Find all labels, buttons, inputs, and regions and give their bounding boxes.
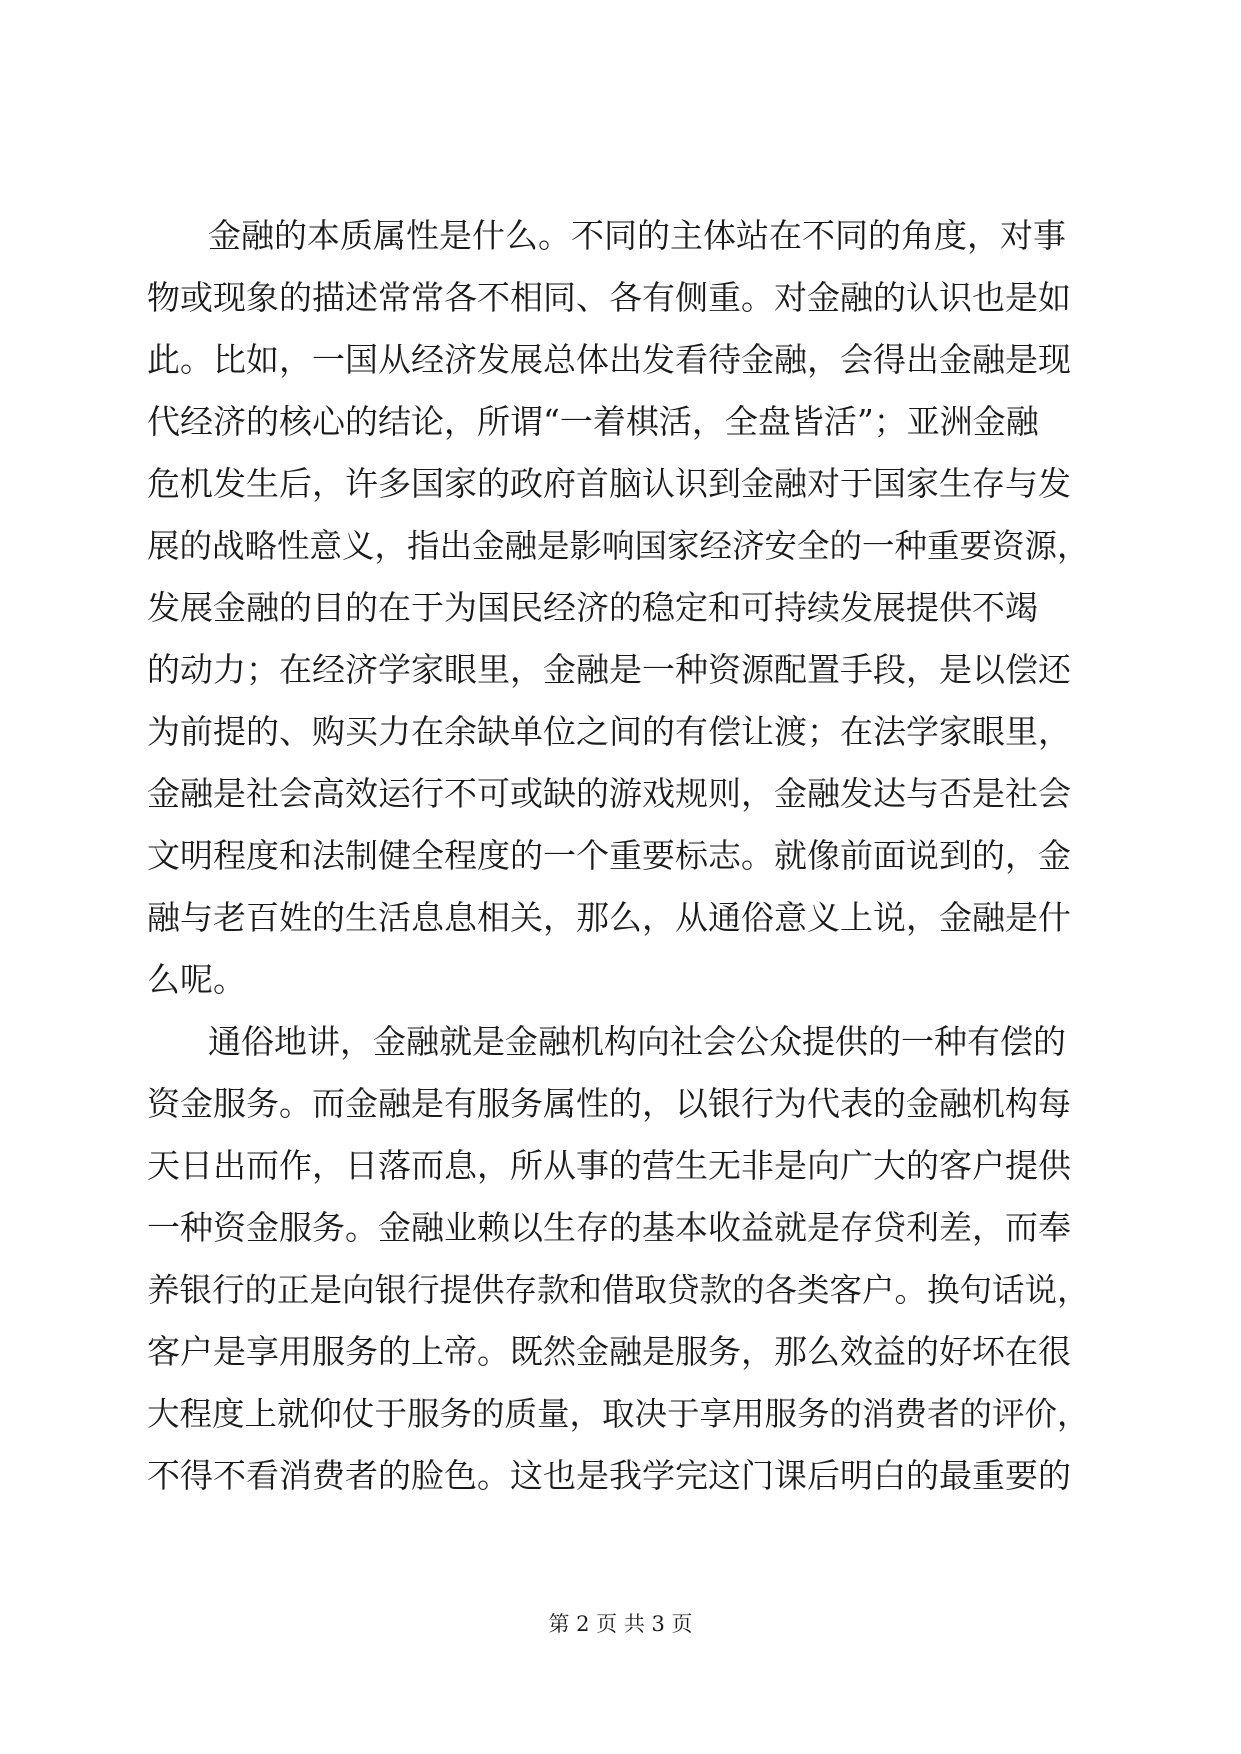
text-line: 的动力；在经济学家眼里，金融是一种资源配置手段，是以偿还	[147, 650, 1071, 689]
paragraph-1-line	[0, 763, 1241, 825]
text-line: 么呢。	[147, 960, 246, 999]
text-line: 金融的本质属性是什么。不同的主体站在不同的角度，对事	[208, 216, 1066, 255]
text-line: 一种资金服务。金融业赖以生存的基本收益就是存贷利差，而奉	[147, 1208, 1071, 1247]
text-line: 融与老百姓的生活息息相关，那么，从通俗意义上说，金融是什	[147, 898, 1071, 937]
text-line: 通俗地讲，金融就是金融机构向社会公众提供的一种有偿的	[208, 1022, 1066, 1061]
text-line: 物或现象的描述常常各不相同、各有侧重。对金融的认识也是如	[147, 278, 1071, 317]
paragraph-1-line	[0, 329, 1241, 391]
paragraph-2-line	[0, 1073, 1241, 1135]
paragraph-2-line	[0, 1135, 1241, 1197]
paragraph-1-line	[0, 949, 1241, 1011]
text-line: 展的战略性意义，指出金融是影响国家经济安全的一种重要资源，	[147, 527, 1090, 565]
paragraph-2-line	[0, 1383, 1241, 1445]
paragraph-1-line	[0, 639, 1241, 701]
paragraph-1-line	[0, 825, 1241, 887]
text-line: 发展金融的目的在于为国民经济的稳定和可持续发展提供不竭	[147, 588, 1038, 627]
text-line: 文明程度和法制健全程度的一个重要标志。就像前面说到的，金	[147, 836, 1071, 875]
paragraph-1-line	[0, 267, 1241, 329]
text-line: 天日出而作，日落而息，所从事的营生无非是向广大的客户提供	[147, 1146, 1071, 1185]
text-line: 此。比如，一国从经济发展总体出发看待金融，会得出金融是现	[147, 340, 1071, 379]
paragraph-1-line	[0, 515, 1241, 577]
paragraph-2-line	[0, 1321, 1241, 1383]
paragraph-2-line	[0, 1445, 1241, 1507]
paragraph-1-line	[0, 391, 1241, 453]
paragraph-2-line	[0, 1011, 1241, 1073]
page-number-footer: 第 2 页 共 3 页	[548, 1612, 693, 1636]
paragraph-1-line	[0, 453, 1241, 515]
paragraph-1-line	[0, 205, 1241, 267]
text-line: 为前提的、购买力在余缺单位之间的有偿让渡；在法学家眼里，	[147, 712, 1071, 751]
text-line: 金融是社会高效运行不可或缺的游戏规则，金融发达与否是社会	[147, 774, 1071, 813]
text-line: 危机发生后，许多国家的政府首脑认识到金融对于国家生存与发	[147, 464, 1071, 503]
text-line: 养银行的正是向银行提供存款和借取贷款的各类客户。换句话说，	[147, 1271, 1090, 1309]
text-line: 客户是享用服务的上帝。既然金融是服务，那么效益的好坏在很	[147, 1332, 1071, 1371]
text-line: 不得不看消费者的脸色。这也是我学完这门课后明白的最重要的	[147, 1456, 1071, 1495]
paragraph-1-line	[0, 577, 1241, 639]
text-line: 资金服务。而金融是有服务属性的，以银行为代表的金融机构每	[147, 1084, 1071, 1123]
text-line: 代经济的核心的结论，所谓“一着棋活，全盘皆活”；亚洲金融	[147, 402, 1039, 441]
paragraph-2-line	[0, 1259, 1241, 1321]
text-line: 大程度上就仰仗于服务的质量，取决于享用服务的消费者的评价，	[147, 1395, 1090, 1433]
paragraph-1-line	[0, 701, 1241, 763]
paragraph-1-line	[0, 887, 1241, 949]
paragraph-2-line	[0, 1197, 1241, 1259]
